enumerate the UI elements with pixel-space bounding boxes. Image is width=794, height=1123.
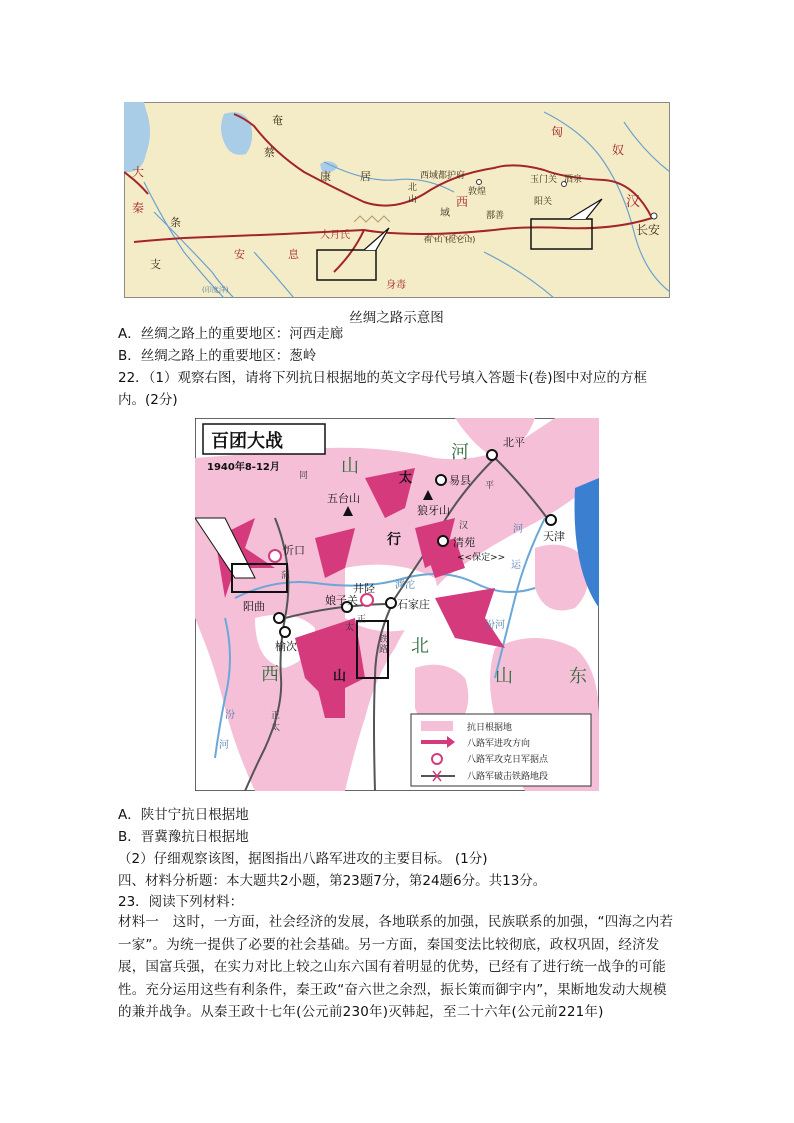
label-zhi: 支 [150, 258, 161, 271]
label-yu: 域 [440, 208, 450, 219]
label-xiyu-duhufu: 西域都护府 [420, 171, 466, 181]
hundred-regiments-map [195, 418, 599, 791]
silk-road-map [124, 102, 670, 298]
material1: 材料一 这时，一方面，社会经济的发展，各地联系的加强，民族联系的加强，“四海之内若一家”。为统一提供了必要的社会基础。另一方面，秦国变法比较彻底，政权巩固，经济发展，国富兵强，在实力对比上较之山东六国有着明显的优势，已经有了进行统一战争的可能性。充分运用这些有利条件，秦王政“奋六世之余烈，振长策而御宇内”，果断地发动大规模的兼并战争。从秦王政十七年(公元前230年)灭韩起，至二十六年(公元前221年) [118, 914, 674, 1021]
rail-ping: 平 [485, 481, 495, 491]
label-changan: 长安 [636, 223, 661, 237]
label-shendu: 身毒 [386, 280, 406, 291]
place-qingyuan: 清苑 [453, 536, 475, 549]
rail-lu: 路 [379, 645, 389, 655]
region-bei: 北 [411, 636, 429, 657]
region-shan-east: 山 [495, 666, 513, 687]
map1-caption: 丝绸之路示意图 [349, 310, 444, 326]
region-dong: 东 [569, 666, 587, 687]
region-he: 河 [451, 442, 469, 463]
region-hang: 行 [387, 532, 401, 548]
q22-part2: （2）仔细观察该图，据图指出八路军进攻的主要目标。 (1分) [118, 851, 488, 867]
label-dunhuang: 敦煌 [468, 187, 487, 197]
region-shan-top: 山 [341, 456, 359, 477]
place-yangqu: 阳曲 [243, 600, 265, 613]
label-xi2: 西 [456, 195, 469, 209]
q22-option-a: A．陕甘宁抗日根据地 [118, 807, 249, 823]
map2-legend [411, 714, 591, 786]
label-xi: 息 [288, 248, 299, 261]
label-yan: 奄 [272, 114, 283, 127]
map2-date: 1940年8-12月 [207, 462, 280, 473]
label-xiong: 匈 [551, 125, 564, 139]
label-qin: 秦 [132, 201, 145, 215]
place-jingxing: 井陉 [353, 582, 375, 595]
region-xi: 西 [261, 664, 279, 685]
label-yangguan: 阳关 [534, 197, 553, 207]
q22-prompt-line1: 22．（1）观察右图，请将下列抗日根据地的英文字母代号填入答题卡(卷)图中对应的方框 [118, 370, 648, 386]
legend-rail: 八路军破击铁路地段 [467, 772, 549, 782]
rail-tie: 铁 [379, 635, 389, 645]
label-cai: 蔡 [264, 146, 275, 159]
label-nu: 奴 [612, 143, 625, 157]
label-bei: 北 [408, 183, 418, 193]
label-indian-ocean: (印度洋) [202, 286, 229, 294]
map2-title: 百团大战 [211, 431, 283, 452]
label-an: 安 [234, 248, 245, 261]
label-han: 汉 [626, 194, 640, 210]
place-niangziguan: 娘子关 [325, 594, 358, 607]
rail-tong: 同 [299, 471, 309, 481]
rail-tai2: 太 [271, 723, 281, 733]
label-jiuquan: 酒泉 [564, 175, 583, 185]
label-shan: 山 [408, 195, 418, 205]
rail-zheng: 正 [357, 615, 367, 625]
legend-base-area: 抗日根据地 [467, 723, 513, 733]
place-tianjin: 天津 [543, 530, 565, 543]
label-tiao: 条 [170, 216, 181, 229]
place-baoding: <<保定>> [457, 553, 506, 563]
place-shijiazhuang: 石家庄 [397, 598, 430, 611]
river-fen: 汾 [225, 710, 235, 721]
place-yixian: 易县 [449, 474, 471, 487]
place-wutaishan: 五台山 [327, 492, 360, 505]
place-yuci: 榆次 [275, 640, 297, 653]
rail-zheng2: 正 [271, 711, 281, 721]
label-nanshan: 南 山 (昆仑山) [424, 235, 476, 244]
place-langyashan: 狼牙山 [417, 504, 450, 517]
river-he2: 河 [219, 740, 229, 751]
river-hutuo: 滹沱 [395, 580, 415, 591]
q23-heading: 23．阅读下列材料： [118, 894, 244, 910]
label-kang: 康 [320, 170, 331, 183]
place-xinkou: 忻口 [283, 544, 305, 557]
label-yumenguan: 玉门关 [530, 175, 558, 185]
section4-heading: 四、材料分析题：本大题共2小题，第23题7分，第24题6分。共13分。 [118, 873, 547, 889]
river-fenhe: 汾河 [485, 620, 505, 631]
river-he3: 河 [513, 524, 523, 535]
river-yun: 运 [511, 560, 521, 571]
rail-tai: 太 [345, 623, 355, 633]
map1-option-b: B．丝绸之路上的重要地区：葱岭 [118, 348, 317, 364]
label-dayuezhi: 大月氏 [320, 230, 350, 241]
legend-attack: 八路军进攻方向 [467, 739, 531, 749]
label-da: 大 [132, 165, 145, 179]
q22-option-b: B．晋冀豫抗日根据地 [118, 829, 249, 845]
label-ju: 居 [360, 170, 371, 183]
map1-option-a: A．丝绸之路上的重要地区：河西走廊 [118, 326, 344, 342]
region-shan-bottom: 山 [333, 669, 347, 684]
legend-captured: 八路军攻克日军据点 [467, 755, 549, 765]
place-beiping: 北平 [503, 436, 525, 449]
rail-han: 汉 [459, 521, 469, 531]
region-tai: 太 [399, 471, 413, 486]
label-shanshan: 鄯善 [486, 211, 505, 221]
rail-pu: 蒲 [281, 571, 291, 581]
q22-prompt-line2: 内。(2分) [118, 392, 178, 408]
